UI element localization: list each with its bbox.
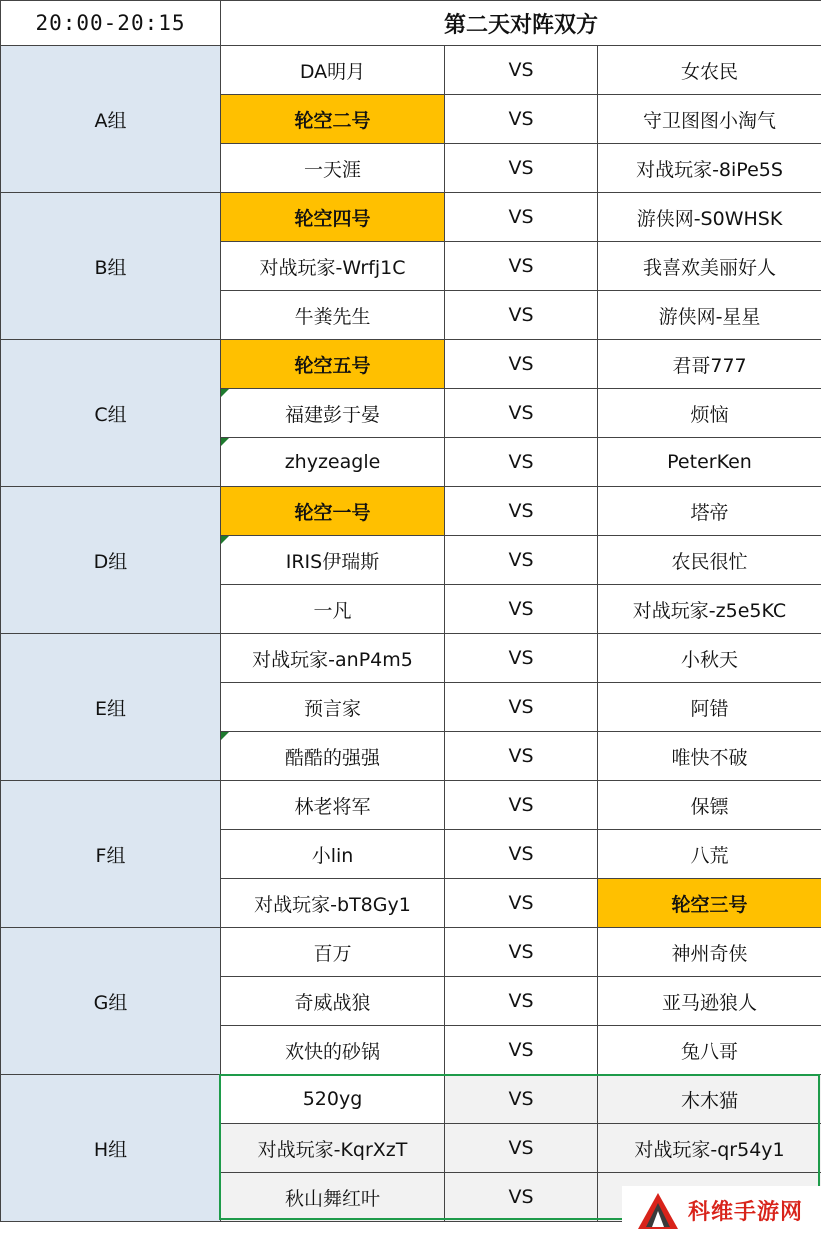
player-right-cell[interactable]: 唯快不破	[598, 732, 821, 781]
vs-cell[interactable]: VS	[445, 1026, 598, 1075]
vs-cell[interactable]: VS	[445, 781, 598, 830]
player-right-cell[interactable]: PeterKen	[598, 438, 821, 487]
group-name-cell[interactable]: C组	[1, 340, 221, 487]
player-left-name: 百万	[313, 942, 352, 965]
vs-cell[interactable]: VS	[445, 340, 598, 389]
vs-cell[interactable]: VS	[445, 830, 598, 879]
match-row	[1, 193, 821, 242]
player-right-cell[interactable]: 女农民	[598, 46, 821, 95]
vs-cell[interactable]: VS	[445, 536, 598, 585]
player-left-name: 对战玩家-KqrXzT	[257, 1138, 408, 1161]
player-left-cell[interactable]	[221, 1026, 445, 1075]
player-left-cell[interactable]	[221, 830, 445, 879]
vs-cell[interactable]: VS	[445, 1173, 598, 1222]
vs-cell[interactable]: VS	[445, 585, 598, 634]
player-left-cell[interactable]	[221, 977, 445, 1026]
comment-indicator[interactable]	[221, 389, 229, 397]
player-left-name: 对战玩家-Wrfj1C	[259, 256, 406, 279]
group-name-cell[interactable]: F组	[1, 781, 221, 928]
player-right-cell[interactable]: 对战玩家-qr54y1	[598, 1124, 821, 1173]
vs-cell[interactable]: VS	[445, 144, 598, 193]
vs-cell[interactable]: VS	[445, 634, 598, 683]
player-left-name: zhyzeagle	[284, 451, 381, 473]
player-left-name: 轮空四号	[294, 207, 371, 230]
player-left-name: 预言家	[303, 697, 361, 720]
vs-cell[interactable]: VS	[445, 977, 598, 1026]
player-left-cell[interactable]	[221, 1124, 445, 1173]
player-left-cell[interactable]	[221, 1075, 445, 1124]
match-row	[1, 928, 821, 977]
player-left-name: 酷酷的强强	[284, 746, 380, 769]
player-left-name: 对战玩家-anP4m5	[252, 648, 413, 671]
player-right-cell[interactable]: 守卫图图小淘气	[598, 95, 821, 144]
player-left-name: 牛粪先生	[294, 305, 371, 328]
vs-cell[interactable]: VS	[445, 242, 598, 291]
vs-cell[interactable]: VS	[445, 732, 598, 781]
vs-cell[interactable]: VS	[445, 683, 598, 732]
player-right-cell[interactable]: 八荒	[598, 830, 821, 879]
vs-cell[interactable]: VS	[445, 1075, 598, 1124]
match-row	[1, 46, 821, 95]
group-name-cell[interactable]: E组	[1, 634, 221, 781]
player-left-name: 秋山舞红叶	[284, 1187, 380, 1210]
player-left-cell[interactable]	[221, 928, 445, 977]
vs-cell[interactable]: VS	[445, 193, 598, 242]
time-slot-cell[interactable]: 20:00-20:15	[1, 1, 221, 46]
player-left-name: 小lin	[311, 844, 354, 867]
player-left-cell[interactable]	[221, 193, 445, 242]
vs-cell[interactable]: VS	[445, 46, 598, 95]
player-left-cell[interactable]	[221, 585, 445, 634]
vs-cell[interactable]: VS	[445, 291, 598, 340]
player-right-cell[interactable]: 轮空三号	[598, 879, 821, 928]
player-right-cell[interactable]: 神州奇侠	[598, 928, 821, 977]
player-left-cell[interactable]	[221, 781, 445, 830]
player-left-name: 奇威战狼	[294, 991, 371, 1014]
player-left-name: 轮空一号	[294, 501, 371, 524]
group-name-cell[interactable]: H组	[1, 1075, 221, 1222]
player-left-cell[interactable]	[221, 487, 445, 536]
player-right-cell[interactable]: 游侠网-S0WHSK	[598, 193, 821, 242]
player-left-cell[interactable]	[221, 634, 445, 683]
player-right-cell[interactable]: 烦恼	[598, 389, 821, 438]
player-left-name: 欢快的砂锅	[284, 1040, 380, 1063]
player-left-cell[interactable]	[221, 95, 445, 144]
vs-cell[interactable]: VS	[445, 438, 598, 487]
comment-indicator[interactable]	[221, 732, 229, 740]
player-left-name: 一天涯	[303, 158, 361, 181]
player-left-cell[interactable]	[221, 46, 445, 95]
group-name-cell[interactable]: G组	[1, 928, 221, 1075]
player-left-cell[interactable]	[221, 389, 445, 438]
player-right-cell[interactable]: 我喜欢美丽好人	[598, 242, 821, 291]
player-right-cell[interactable]: 君哥777	[598, 340, 821, 389]
player-left-name: 520yg	[302, 1088, 363, 1110]
player-left-name: IRIS伊瑞斯	[285, 550, 380, 573]
match-row	[1, 1075, 821, 1124]
player-left-cell[interactable]	[221, 732, 445, 781]
player-right-cell[interactable]: 游侠网-星星	[598, 291, 821, 340]
group-name-cell[interactable]: B组	[1, 193, 221, 340]
player-left-name: DA明月	[299, 60, 366, 83]
player-right-cell[interactable]: 对战玩家-z5e5KC	[598, 585, 821, 634]
player-left-cell[interactable]	[221, 683, 445, 732]
player-left-name: 福建彭于晏	[284, 403, 380, 426]
player-right-cell[interactable]: 保镖	[598, 781, 821, 830]
match-row	[1, 781, 821, 830]
vs-cell[interactable]: VS	[445, 928, 598, 977]
vs-cell[interactable]: VS	[445, 1124, 598, 1173]
sheet-title-cell[interactable]: 第二天对阵双方	[221, 1, 821, 46]
comment-indicator[interactable]	[221, 536, 229, 544]
player-left-name: 一凡	[313, 599, 352, 622]
player-left-name: 对战玩家-bT8Gy1	[254, 893, 411, 916]
vs-cell[interactable]: VS	[445, 879, 598, 928]
header-row	[1, 1, 821, 46]
player-right-cell[interactable]: 对战玩家-8iPe5S	[598, 144, 821, 193]
comment-indicator[interactable]	[221, 438, 229, 446]
triangle-logo-icon	[636, 1191, 680, 1231]
player-right-cell[interactable]: 小秋天	[598, 634, 821, 683]
player-right-cell[interactable]: 农民很忙	[598, 536, 821, 585]
player-right-cell[interactable]: 亚马逊狼人	[598, 977, 821, 1026]
player-left-cell[interactable]	[221, 536, 445, 585]
player-right-cell[interactable]: 兔八哥	[598, 1026, 821, 1075]
player-right-cell[interactable]: 木木猫	[598, 1075, 821, 1124]
player-left-cell[interactable]	[221, 438, 445, 487]
player-left-cell[interactable]	[221, 291, 445, 340]
watermark	[622, 1186, 821, 1235]
vs-cell[interactable]: VS	[445, 487, 598, 536]
player-right-cell[interactable]: 阿错	[598, 683, 821, 732]
player-left-cell[interactable]	[221, 879, 445, 928]
vs-cell[interactable]: VS	[445, 389, 598, 438]
player-left-cell[interactable]	[221, 340, 445, 389]
player-left-name: 轮空五号	[294, 354, 371, 377]
player-left-cell[interactable]	[221, 242, 445, 291]
player-left-cell[interactable]	[221, 144, 445, 193]
match-row	[1, 340, 821, 389]
group-name-cell[interactable]: A组	[1, 46, 221, 193]
player-left-cell[interactable]	[221, 1173, 445, 1222]
watermark-text: 科维手游网	[688, 1200, 804, 1225]
match-row	[1, 634, 821, 683]
player-left-name: 林老将军	[294, 795, 371, 818]
player-right-cell[interactable]: 塔帝	[598, 487, 821, 536]
player-left-name: 轮空二号	[294, 109, 371, 132]
match-row	[1, 487, 821, 536]
vs-cell[interactable]: VS	[445, 95, 598, 144]
group-name-cell[interactable]: D组	[1, 487, 221, 634]
